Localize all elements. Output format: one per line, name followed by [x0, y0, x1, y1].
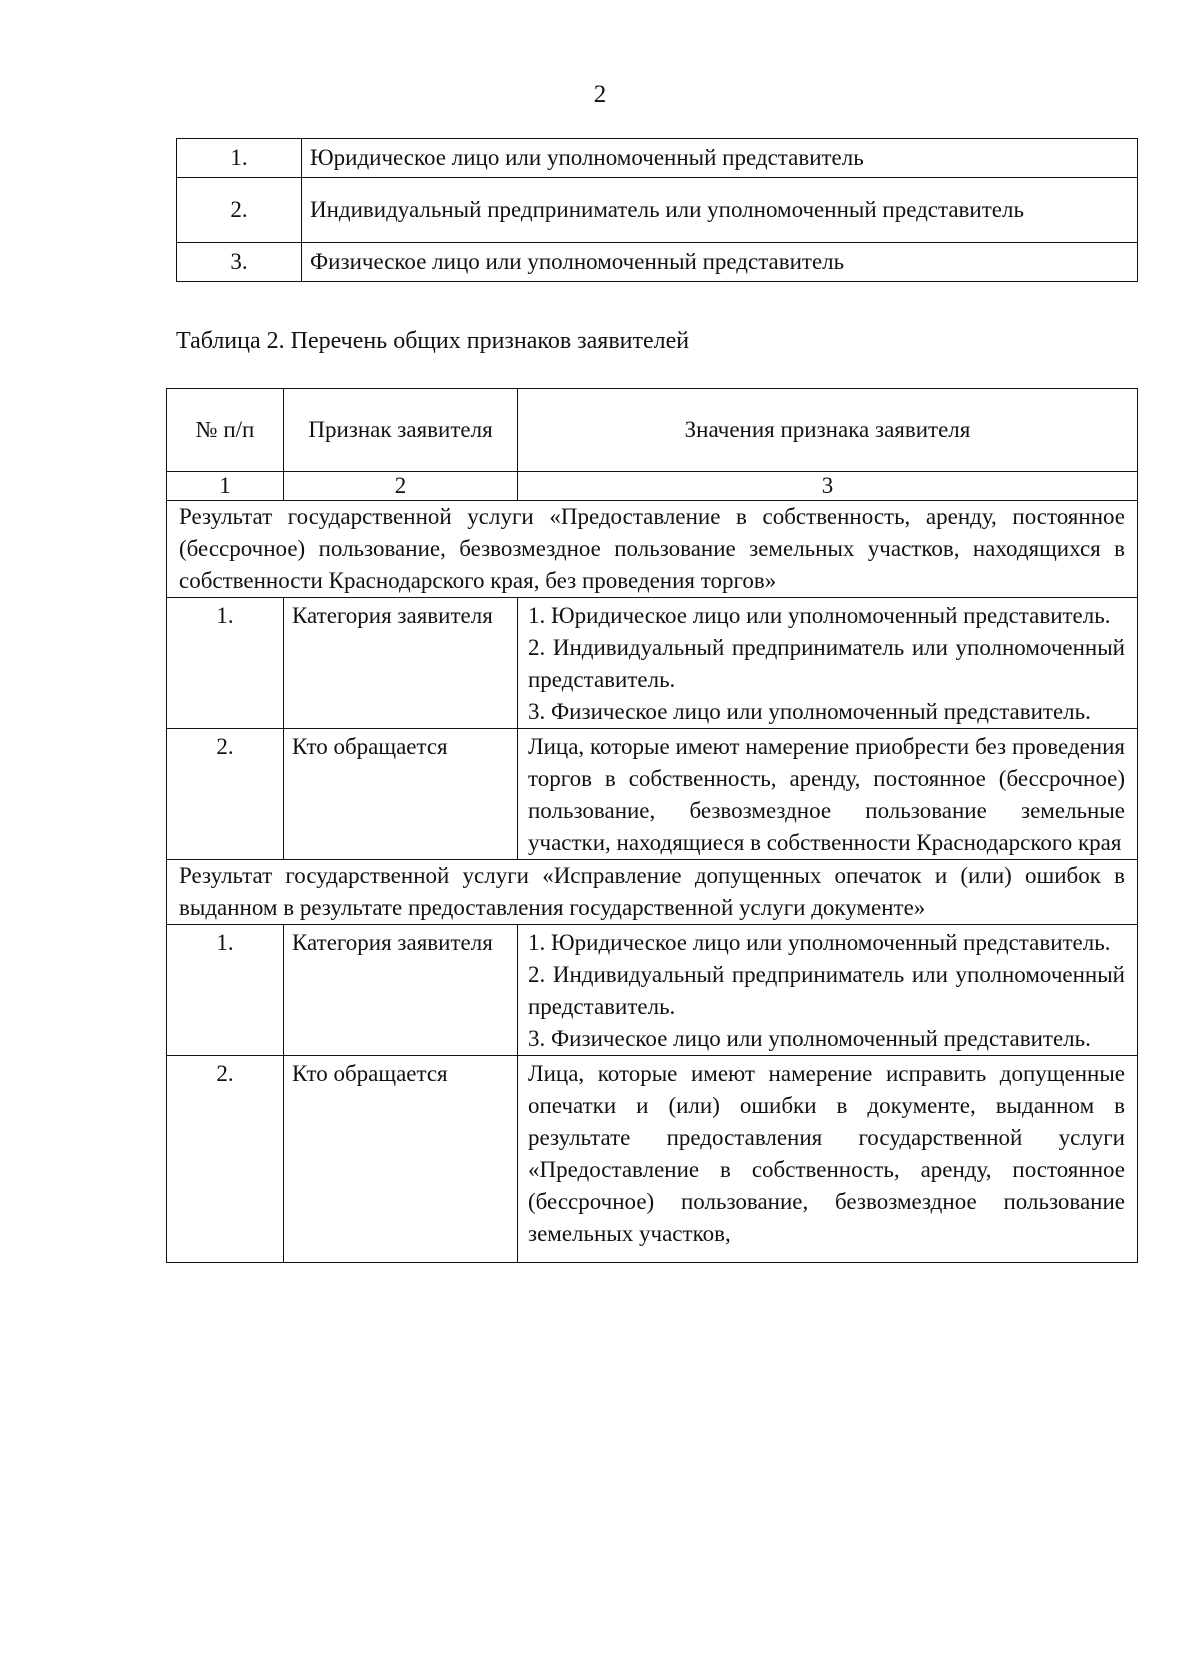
index-cell: 1: [167, 472, 284, 501]
section-title: Результат государственной услуги «Исправление допущенных опечаток и (или) ошибок в выданном в результате предоставления государственной услуги документе»: [167, 860, 1138, 925]
value-item: 1. Юридическое лицо или уполномоченный представитель.: [528, 930, 1111, 955]
row-number: 2.: [177, 178, 302, 243]
header-row: [167, 389, 1138, 472]
row-text: Индивидуальный предприниматель или уполномоченный представитель: [302, 178, 1138, 243]
header-values: Значения признака заявителя: [518, 389, 1138, 472]
header-feature: Признак заявителя: [284, 389, 518, 472]
applicant-types-table: [176, 138, 1138, 282]
value-item: 2. Индивидуальный предприниматель или уполномоченный представитель.: [528, 962, 1125, 1019]
feature-cell: Категория заявителя: [284, 925, 518, 1056]
values-cell: [518, 598, 1138, 729]
applicant-features-table: [166, 388, 1138, 1263]
table-row: [167, 925, 1138, 1056]
table-caption: Таблица 2. Перечень общих признаков заявителей: [176, 328, 690, 354]
feature-cell: Кто обращается: [284, 729, 518, 860]
value-item: Лица, которые имеют намерение исправить допущенные опечатки и (или) ошибки в документе, выданном в результате предоставления государственной услуги «Предоставление в собственность, аренду, постоянное (бессрочное) пользование, безвозмездное пользование земельных участков,: [528, 1061, 1125, 1246]
table-row: [177, 178, 1138, 243]
values-cell: [518, 1056, 1138, 1263]
table-row: [167, 598, 1138, 729]
index-cell: 3: [518, 472, 1138, 501]
index-cell: 2: [284, 472, 518, 501]
row-number: 2.: [167, 729, 284, 860]
values-cut-container: [528, 1058, 1125, 1262]
row-number: 2.: [167, 1056, 284, 1263]
row-text: Физическое лицо или уполномоченный представитель: [302, 243, 1138, 282]
header-number: № п/п: [167, 389, 284, 472]
row-number: 1.: [167, 598, 284, 729]
page-number: 2: [593, 81, 607, 108]
value-item: 1. Юридическое лицо или уполномоченный представитель.: [528, 603, 1111, 628]
row-number: 1.: [167, 925, 284, 1056]
section-title-row: [167, 501, 1138, 598]
value-item: Лица, которые имеют намерение приобрести без проведения торгов в собственность, аренду, постоянное (бессрочное) пользование, безвозмездное пользование земельные участки, находящиеся в собственности Краснодарского края: [528, 734, 1125, 855]
table-row: [177, 243, 1138, 282]
index-row: [167, 472, 1138, 501]
feature-cell: Кто обращается: [284, 1056, 518, 1263]
value-item: 2. Индивидуальный предприниматель или уполномоченный представитель.: [528, 635, 1125, 692]
row-number: 1.: [177, 139, 302, 178]
section-title: Результат государственной услуги «Предоставление в собственность, аренду, постоянное (бессрочное) пользование, безвозмездное пользование земельных участков, находящихся в собственности Краснодарского края, без проведения торгов»: [167, 501, 1138, 598]
value-item: 3. Физическое лицо или уполномоченный представитель.: [528, 1026, 1091, 1051]
table-row: [177, 139, 1138, 178]
values-cell: [518, 925, 1138, 1056]
row-number: 3.: [177, 243, 302, 282]
table-row: [167, 1056, 1138, 1263]
feature-cell: Категория заявителя: [284, 598, 518, 729]
value-item: 3. Физическое лицо или уполномоченный представитель.: [528, 699, 1091, 724]
section-title-row: [167, 860, 1138, 925]
row-text: Юридическое лицо или уполномоченный представитель: [302, 139, 1138, 178]
table-row: [167, 729, 1138, 860]
values-cell: [518, 729, 1138, 860]
